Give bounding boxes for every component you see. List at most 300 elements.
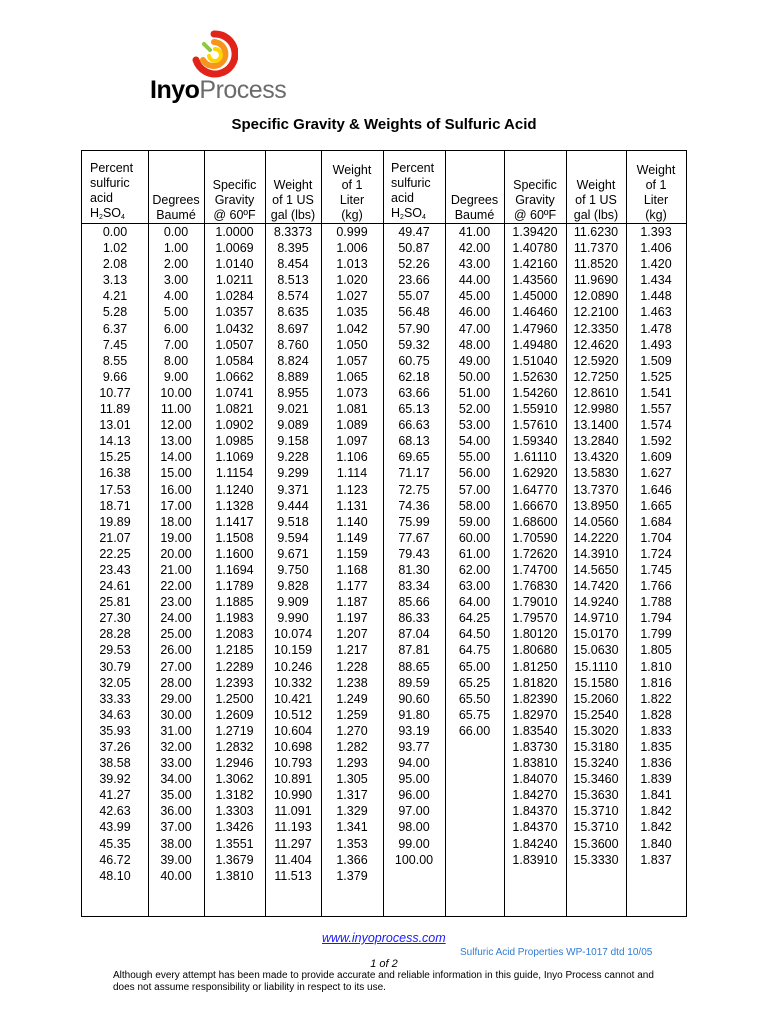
table-cell: 56.00 [458,466,491,481]
table-cell: 22.00 [160,579,192,594]
table-cell: 64.25 [458,611,491,626]
table-cell: 40.00 [160,868,192,883]
table-cell: 87.81 [398,643,430,658]
table-cell: 45.00 [458,289,491,304]
table-cell: 25.00 [160,627,192,642]
table-cell: 14.2220 [573,530,619,545]
table-cell: 1.434 [640,273,672,288]
table-cell: 1.842 [640,804,672,819]
table-cell: 1.83540 [512,723,558,738]
table-cell: 8.395 [277,241,309,256]
table-cell: 1.835 [640,740,672,754]
cells-right-gal [566,224,626,868]
table-cell: 32.05 [99,675,131,690]
table-cell: 1.114 [336,466,368,481]
table-cell: 1.822 [640,691,672,706]
table-cell: 11.8520 [573,257,619,272]
header-liter [321,151,383,223]
table-cell: 1.84070 [512,772,558,787]
table-cell: 8.635 [277,305,309,320]
table-cell: 1.3062 [215,772,254,787]
column-divider [504,151,505,916]
table-cell: 14.3910 [573,546,619,561]
table-cell: 20.00 [160,546,192,561]
table-cell: 23.00 [160,595,192,610]
table-cell: 1.2289 [215,659,254,674]
table-cell: 1.684 [640,514,672,529]
header-line: @ 60ºF [213,208,256,222]
table-cell: 15.1110 [574,659,618,674]
table-cell: 0.999 [336,225,368,239]
table-cell: 62.18 [398,369,430,384]
table-cell: 60.75 [398,353,430,368]
table-cell: 39.92 [99,772,131,787]
table-cell: 15.3710 [573,804,619,819]
table-cell: 5.28 [102,305,128,320]
table-cell: 1.766 [640,579,672,594]
header-line: Liter [643,193,669,207]
table-cell: 27.30 [99,611,131,626]
table-cell: 74.36 [398,498,430,513]
header-line: Gravity [515,193,555,207]
table-cell: 1.329 [336,804,368,819]
table-cell: 1.238 [336,675,368,690]
table-cell: 44.00 [458,273,491,288]
table-cell: 1.76830 [512,579,558,594]
table-cell: 1.45000 [512,289,558,304]
table-cell: 46.72 [99,852,131,867]
table-cell: 1.131 [336,498,368,513]
table-cell: 65.13 [398,402,430,417]
table-cell: 3.00 [163,273,189,288]
table-cell: 12.0890 [573,289,619,304]
table-cell: 46.00 [458,305,491,320]
table-cell: 42.00 [458,241,491,256]
header-line: Weight [273,178,313,192]
header-line: sulfuric [90,176,130,190]
table-cell: 75.99 [398,514,430,529]
table-cell: 1.1789 [215,579,254,594]
table-cell: 37.26 [99,740,131,754]
table-cell: 29.00 [160,691,192,706]
table-cell: 43.99 [99,820,131,835]
table-cell: 41.00 [458,225,491,239]
table-cell: 15.3710 [573,820,619,835]
table-cell: 10.990 [273,788,313,803]
header-line: Liter [339,193,365,207]
table-cell: 93.77 [398,740,430,754]
table-cell: 64.75 [458,643,491,658]
cells-left-baume [148,224,204,884]
table-cell: 14.5650 [573,562,619,577]
table-cell: 36.00 [160,804,192,819]
table-cell: 1.2946 [215,756,254,771]
column-divider [204,151,205,916]
header-line: Percent [90,161,134,175]
col-left-gal [265,151,321,916]
table-cell: 9.66 [102,369,128,384]
table-cell: 52.00 [458,402,491,417]
table-cell: 1.020 [336,273,368,288]
table-cell: 1.80680 [512,643,558,658]
table-cell: 15.25 [99,450,131,465]
table-cell: 1.81820 [512,675,558,690]
table-cell: 11.6230 [573,225,619,239]
table-cell: 10.159 [273,643,313,658]
table-cell: 59.00 [458,514,491,529]
header-liter [626,151,686,223]
table-cell: 26.00 [160,643,192,658]
header-line: Gravity [214,193,255,207]
table-cell: 68.13 [398,434,430,449]
table-cell: 15.3460 [573,772,619,787]
table-cell: 1.40780 [512,241,558,256]
header-line: Degrees [450,193,499,207]
cells-left-liter [321,224,383,884]
table-cell: 0.00 [163,225,189,239]
table-cell: 23.66 [398,273,430,288]
table-cell: 1.448 [640,289,672,304]
table-cell: 1.293 [336,756,368,771]
table-cell: 1.073 [336,385,368,400]
table-cell: 2.00 [163,257,189,272]
table-cell: 1.1417 [215,514,254,529]
table-cell: 12.2100 [573,305,619,320]
table-cell: 63.00 [458,579,491,594]
table-cell: 42.63 [99,804,131,819]
table-cell: 49.00 [458,353,491,368]
table-cell: 1.82390 [512,691,558,706]
cells-right-liter [626,224,686,868]
table-cell: 1.80120 [512,627,558,642]
table-cell: 13.00 [160,434,192,449]
table-cell: 8.697 [277,321,309,336]
table-cell: 66.63 [398,418,430,433]
table-cell: 10.77 [99,385,131,400]
table-cell: 1.799 [640,627,672,642]
header-line: acid [391,191,414,205]
table-cell: 10.604 [273,723,313,738]
table-cell: 1.59340 [512,434,558,449]
table-cell: 65.75 [458,707,491,722]
table-cell: 1.106 [336,450,368,465]
header-line: of 1 US [575,193,617,207]
table-cell: 1.839 [640,772,672,787]
column-divider [566,151,567,916]
cells-left-sg [204,224,265,884]
header-sg [504,151,566,223]
table-cell: 1.788 [640,595,672,610]
table-cell: 1.74700 [512,562,558,577]
table-cell: 9.828 [277,579,309,594]
table-cell: 17.00 [160,498,192,513]
table-cell: 21.07 [99,530,131,545]
table-cell: 1.3182 [215,788,254,803]
table-cell: 15.1580 [573,675,619,690]
table-cell: 9.671 [277,546,309,561]
brand-name [150,76,286,105]
table-cell: 87.04 [398,627,430,642]
table-cell: 1.217 [336,643,368,658]
table-cell: 10.332 [273,675,313,690]
table-cell: 35.00 [160,788,192,803]
table-cell: 11.513 [274,868,312,883]
table-cell: 15.2540 [573,707,619,722]
table-cell: 24.61 [99,579,131,594]
table-cell: 15.3240 [573,756,619,771]
table-cell: 52.26 [398,257,430,272]
table-cell: 21.00 [160,562,192,577]
table-cell: 99.00 [398,836,430,851]
table-cell: 13.4320 [573,450,619,465]
table-cell: 9.518 [277,514,309,529]
table-cell: 1.805 [640,643,672,658]
table-cell: 9.750 [277,562,309,577]
table-cell: 14.00 [160,450,192,465]
table-cell: 57.90 [398,321,430,336]
column-divider [265,151,266,916]
table-cell: 1.52630 [512,369,558,384]
table-cell: 1.3679 [215,852,254,867]
header-formula: $H_2SO_4$ [391,206,426,221]
table-cell: 11.297 [274,836,312,851]
table-cell: 1.305 [336,772,368,787]
table-cell: 1.081 [336,402,368,417]
table-cell: 1.123 [336,482,368,497]
table-cell: 10.698 [273,740,313,754]
table-cell: 29.53 [99,643,131,658]
table-cell: 1.02 [102,241,128,256]
table-cell: 1.810 [640,659,672,674]
table-cell: 8.955 [277,385,309,400]
table-cell: 2.08 [102,257,128,272]
website-link[interactable]: www.inyoprocess.com [322,931,446,945]
table-cell: 8.889 [277,369,309,384]
header-line: Specific [513,178,557,192]
table-cell: 3.13 [102,273,128,288]
table-cell: 90.60 [398,691,430,706]
table-cell: 72.75 [398,482,430,497]
table-cell: 12.3350 [573,321,619,336]
table-cell: 1.159 [336,546,368,561]
col-left-percent [82,151,148,916]
table-cell: 9.158 [277,434,309,449]
table-cell: 13.2840 [573,434,619,449]
table-cell: 1.353 [336,836,368,851]
table-cell: 1.66670 [512,498,558,513]
table-cell: 6.37 [102,321,128,336]
table-cell: 1.249 [336,691,368,706]
table-cell: 8.824 [277,353,309,368]
table-cell: 1.2832 [215,740,254,754]
table-cell: 1.3810 [215,868,254,883]
table-cell: 1.0284 [215,289,254,304]
table-cell: 1.1154 [215,466,254,481]
table-cell: 17.53 [99,482,131,497]
cells-right-baume [445,224,504,739]
table-cell: 1.259 [336,707,368,722]
table-cell: 11.00 [160,402,192,417]
header-sg [204,151,265,223]
table-cell: 11.193 [274,820,312,835]
table-cell: 14.9710 [573,611,619,626]
table-cell: 1.013 [336,257,368,272]
table-cell: 1.541 [640,385,672,400]
table-cell: 19.00 [160,530,192,545]
table-cell: 1.177 [336,579,368,594]
col-right-baume [445,151,504,916]
table-cell: 1.065 [336,369,368,384]
table-cell: 11.9690 [573,273,619,288]
header-line: of 1 [341,178,363,192]
table-cell: 15.3330 [573,852,619,867]
table-cell: 1.406 [640,241,672,256]
table-cell: 11.89 [99,402,131,417]
table-cell: 14.13 [99,434,131,449]
table-cell: 1.816 [640,675,672,690]
table-cell: 1.2083 [215,627,254,642]
table-cell: 1.393 [640,225,672,239]
table-cell: 15.3020 [573,723,619,738]
table-cell: 1.609 [640,450,672,465]
col-right-liter [626,151,686,916]
table-cell: 88.65 [398,659,430,674]
table-cell: 32.00 [160,740,192,754]
table-cell: 15.0630 [573,643,619,658]
table-cell: 86.33 [398,611,430,626]
table-cell: 85.66 [398,595,430,610]
table-cell: 1.3551 [215,836,254,851]
table-cell: 1.840 [640,836,672,851]
table-cell: 1.168 [336,562,368,577]
table-cell: 69.65 [398,450,430,465]
table-cell: 1.2719 [215,723,254,738]
table-cell: 13.8950 [573,498,619,513]
table-cell: 9.990 [277,611,309,626]
header-line: Baumé [454,208,495,222]
table-cell: 16.38 [99,466,131,481]
table-cell: 1.525 [640,369,672,384]
table-cell: 91.80 [398,707,430,722]
table-cell: 1.420 [640,257,672,272]
table-cell: 1.1885 [215,595,254,610]
table-cell: 96.00 [398,788,430,803]
table-cell: 13.1400 [573,418,619,433]
table-cell: 10.421 [273,691,313,706]
table-cell: 1.0432 [215,321,254,336]
table-cell: 39.00 [160,852,192,867]
table-cell: 51.00 [458,385,491,400]
table-cell: 10.074 [273,627,313,642]
table-cell: 1.665 [640,498,672,513]
cells-right-sg [504,224,566,868]
page-number: 1 of 2 [370,958,398,970]
table-cell: 65.00 [458,659,491,674]
table-cell: 8.760 [277,337,309,352]
header-line: Weight [576,178,616,192]
header-baume [445,151,504,223]
table-cell: 1.140 [336,514,368,529]
header-line: of 1 US [272,193,314,207]
table-cell: 1.1508 [215,530,254,545]
table-cell: 56.48 [398,305,430,320]
company-logo [150,30,287,108]
table-cell: 49.47 [398,225,430,239]
table-cell: 1.050 [336,337,368,352]
table-cell: 12.4620 [573,337,619,352]
table-cell: 9.444 [277,498,309,513]
table-cell: 1.745 [640,562,672,577]
column-divider [626,151,627,916]
table-cell: 62.00 [458,562,491,577]
table-cell: 8.574 [277,289,309,304]
table-cell: 12.8610 [573,385,619,400]
table-cell: 1.84270 [512,788,558,803]
table-cell: 48.10 [99,868,131,883]
table-cell: 1.828 [640,707,672,722]
table-cell: 1.64770 [512,482,558,497]
table-cell: 9.228 [277,450,309,465]
table-cell: 65.25 [458,675,491,690]
table-cell: 1.228 [336,659,368,674]
col-right-percent [383,151,445,916]
table-cell: 12.00 [160,418,192,433]
table-cell: 48.00 [458,337,491,352]
table-cell: 0.00 [102,225,128,239]
table-cell: 1.794 [640,611,672,626]
table-cell: 47.00 [458,321,491,336]
table-cell: 9.371 [277,482,309,497]
table-cell: 1.837 [640,852,672,867]
table-cell: 1.282 [336,740,368,754]
table-cell: 1.70590 [512,530,558,545]
table-cell: 1.49480 [512,337,558,352]
table-cell: 1.83730 [512,740,558,754]
cells-right-percent [383,224,445,868]
table-cell: 1.82970 [512,707,558,722]
table-cell: 10.891 [273,772,313,787]
col-left-liter [321,151,383,916]
table-cell: 1.592 [640,434,672,449]
table-cell: 1.47960 [512,321,558,336]
table-cell: 1.0069 [215,241,254,256]
table-cell: 1.704 [640,530,672,545]
table-cell: 18.71 [99,498,131,513]
table-cell: 9.594 [277,530,309,545]
table-cell: 1.366 [336,852,368,867]
table-cell: 6.00 [163,321,189,336]
table-cell: 16.00 [160,482,192,497]
table-cell: 33.33 [99,691,131,706]
table-cell: 12.7250 [573,369,619,384]
table-cell: 1.027 [336,289,368,304]
header-formula: $H_2SO_4$ [90,206,125,221]
disclaimer-text: Although every attempt has been made to provide accurate and reliable information in this guide, Inyo Process cannot and does not assume responsibility or liability in respect to its use. [113,970,654,993]
table-cell: 1.842 [640,820,672,835]
table-cell: 1.0211 [215,273,254,288]
table-cell: 55.00 [458,450,491,465]
table-cell: 65.50 [458,691,491,706]
col-right-gal [566,151,626,916]
brand-light: Process [199,76,287,104]
table-cell: 1.46460 [512,305,558,320]
table-cell: 38.00 [160,836,192,851]
table-cell: 1.1328 [215,498,254,513]
table-cell: 93.19 [398,723,430,738]
header-line: (kg) [341,208,363,222]
table-cell: 1.270 [336,723,368,738]
table-cell: 1.841 [640,788,672,803]
